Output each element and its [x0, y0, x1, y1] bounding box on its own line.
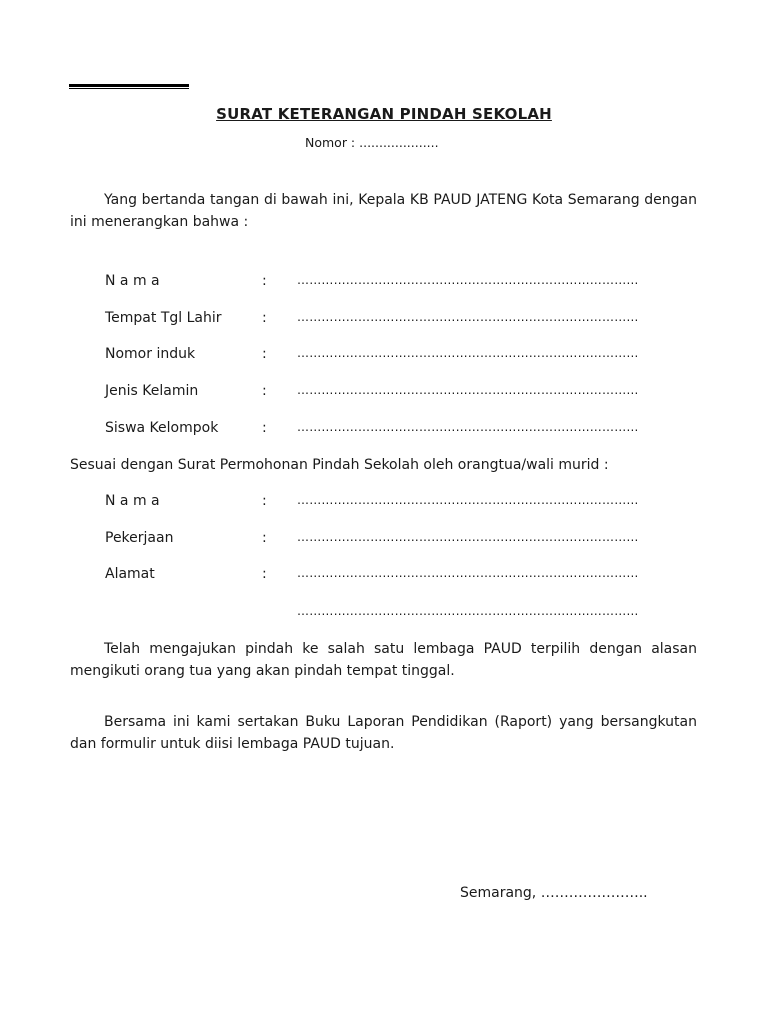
field-label: Nomor induk [105, 346, 196, 362]
letter-number: Nomor : .................... [305, 135, 439, 150]
field-colon: : [262, 383, 267, 399]
field-blank: ………………………………………………………………………… [297, 420, 639, 434]
intro-paragraph [70, 189, 697, 233]
field-blank: ………………………………………………………………………… [297, 604, 639, 618]
intro-text: Yang bertanda tangan di bawah ini, Kepala KB PAUD JATENG Kota Semarang dengan ini menerangkan bahwa : [70, 192, 697, 230]
attachment-paragraph [70, 711, 697, 755]
place-date: Semarang, ………………….. [460, 885, 648, 901]
field-label: N a m a [105, 273, 160, 289]
field-blank: ………………………………………………………………………… [297, 493, 639, 507]
field-blank: ………………………………………………………………………… [297, 273, 639, 287]
reason-text: Telah mengajukan pindah ke salah satu lembaga PAUD terpilih dengan alasan mengikuti orang tua yang akan pindah tempat tinggal. [70, 641, 697, 679]
field-colon: : [262, 346, 267, 362]
parent-intro: Sesuai dengan Surat Permohonan Pindah Sekolah oleh orangtua/wali murid : [70, 457, 609, 473]
field-colon: : [262, 530, 267, 546]
field-colon: : [262, 273, 267, 289]
field-colon: : [262, 420, 267, 436]
field-blank: ………………………………………………………………………… [297, 346, 639, 360]
field-label: Jenis Kelamin [105, 383, 199, 399]
field-colon: : [262, 566, 267, 582]
letter-title: SURAT KETERANGAN PINDAH SEKOLAH [216, 105, 552, 123]
field-label: Tempat Tgl Lahir [105, 310, 222, 326]
attachment-text: Bersama ini kami sertakan Buku Laporan Pendidikan (Raport) yang bersangkutan dan formulir untuk diisi lembaga PAUD tujuan. [70, 714, 697, 752]
field-blank: ………………………………………………………………………… [297, 310, 639, 324]
field-blank: ………………………………………………………………………… [297, 383, 639, 397]
field-blank: ………………………………………………………………………… [297, 566, 639, 580]
reason-paragraph [70, 638, 697, 682]
field-label: N a m a [105, 493, 160, 509]
field-label: Siswa Kelompok [105, 420, 219, 436]
field-label: Alamat [105, 566, 155, 582]
field-label: Pekerjaan [105, 530, 174, 546]
field-blank: ………………………………………………………………………… [297, 530, 639, 544]
field-colon: : [262, 493, 267, 509]
header-rule [69, 84, 189, 89]
field-colon: : [262, 310, 267, 326]
